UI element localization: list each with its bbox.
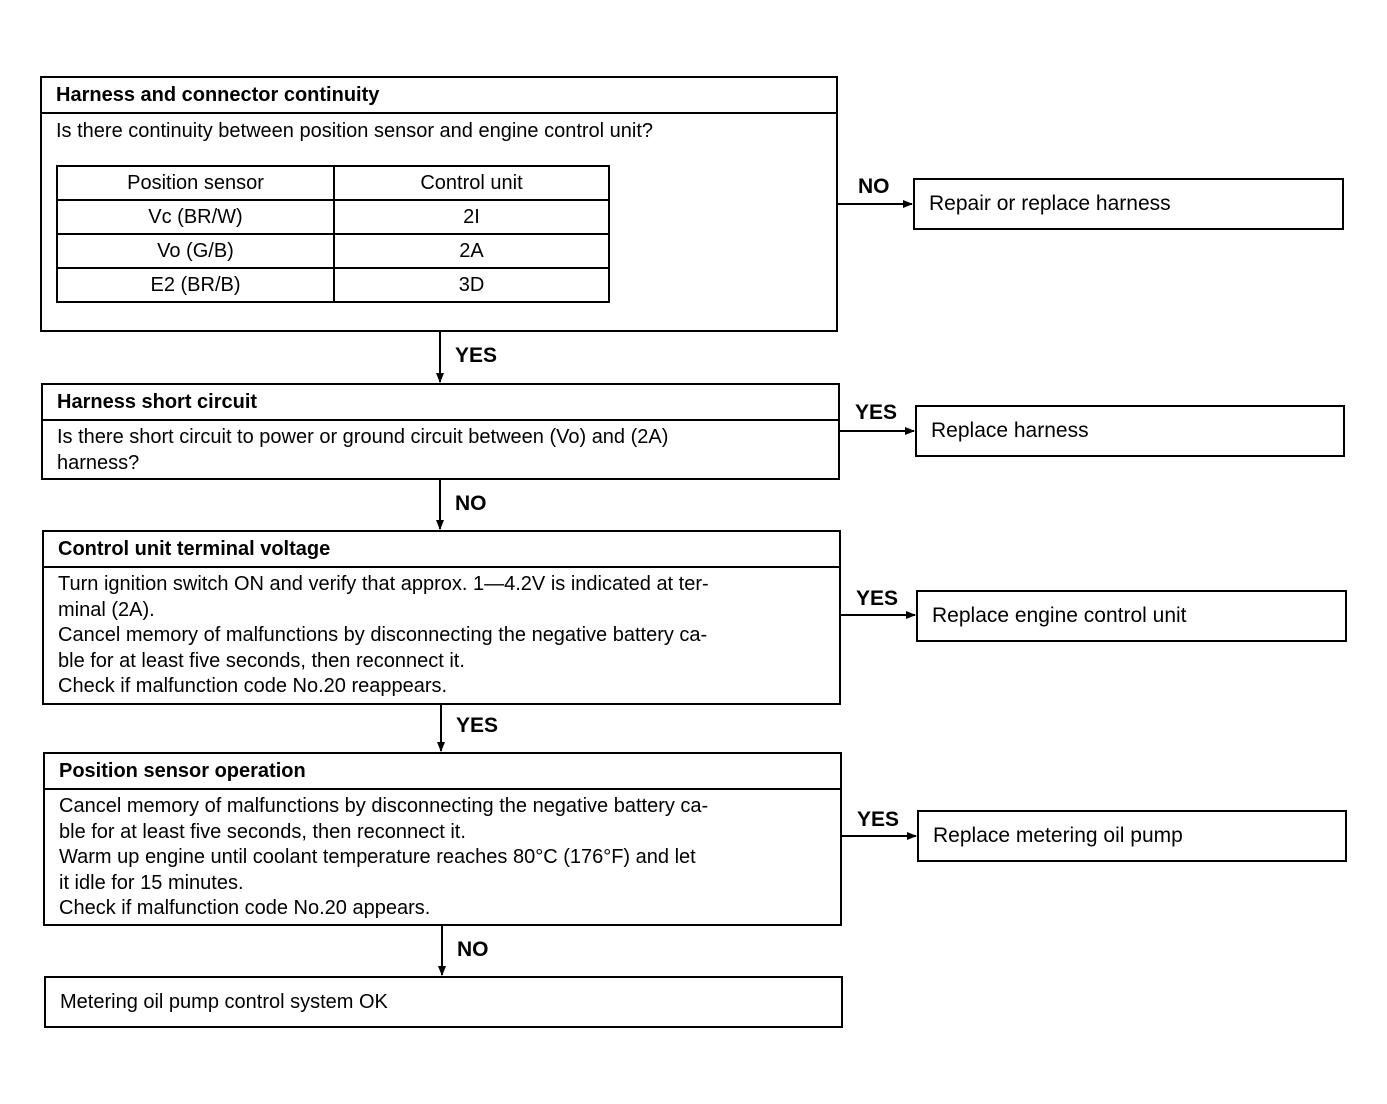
step-harness-short-circuit — [41, 383, 840, 480]
step-title: Harness short circuit — [43, 385, 838, 421]
branch-label-yes: YES — [855, 401, 898, 424]
step-line: Cancel memory of malfunctions by disconnecting the negative battery ca- — [59, 795, 709, 817]
table-header: Control unit — [334, 166, 609, 200]
step-question: Is there continuity between position sensor and engine control unit? — [56, 120, 654, 142]
step-line: it idle for 15 minutes. — [59, 871, 244, 894]
step-line: Cancel memory of malfunctions by disconnecting the negative battery ca- — [58, 624, 708, 646]
branch-label-no: NO — [858, 175, 890, 198]
step-position-sensor-operation — [43, 752, 842, 926]
step-title: Control unit terminal voltage — [44, 532, 839, 568]
step-line: harness? — [57, 451, 140, 474]
table-header: Position sensor — [57, 166, 334, 200]
step-line: ble for at least five seconds, then reconnect it. — [58, 649, 465, 672]
table-cell: 2A — [334, 234, 609, 268]
branch-label-no: NO — [455, 492, 487, 515]
table-row — [57, 234, 609, 268]
branch-label-no: NO — [457, 938, 489, 961]
table-cell: 3D — [334, 268, 609, 302]
final-ok-box: Metering oil pump control system OK — [44, 976, 843, 1028]
branch-label-yes: YES — [856, 587, 899, 610]
step-body — [43, 421, 838, 476]
table-cell: E2 (BR/B) — [57, 268, 334, 302]
step-line: Is there short circuit to power or ground circuit between (Vo) and (2A) — [57, 426, 669, 448]
result-replace-engine-control-unit: Replace engine control unit — [916, 590, 1347, 642]
step-title: Harness and connector continuity — [42, 78, 836, 114]
result-repair-replace-harness: Repair or replace harness — [913, 178, 1344, 230]
result-replace-harness: Replace harness — [915, 405, 1345, 457]
table-cell: Vo (G/B) — [57, 234, 334, 268]
step-line: minal (2A). — [58, 598, 155, 621]
step-line: Turn ignition switch ON and verify that approx. 1—4.2V is indicated at ter- — [58, 573, 709, 595]
table-row — [57, 200, 609, 234]
table-cell: Vc (BR/W) — [57, 200, 334, 234]
continuity-table — [56, 165, 610, 303]
table-row — [57, 268, 609, 302]
step-harness-continuity — [40, 76, 838, 332]
step-line: ble for at least five seconds, then reconnect it. — [59, 820, 466, 843]
table-cell: 2I — [334, 200, 609, 234]
branch-label-yes: YES — [456, 714, 499, 737]
step-body — [44, 568, 839, 700]
table-header-row — [57, 166, 609, 200]
branch-label-yes: YES — [857, 808, 900, 831]
step-control-unit-voltage — [42, 530, 841, 705]
step-line: Warm up engine until coolant temperature reaches 80°C (176°F) and let — [59, 846, 696, 868]
step-line: Check if malfunction code No.20 reappears. — [58, 675, 448, 697]
step-title: Position sensor operation — [45, 754, 840, 790]
result-replace-metering-oil-pump: Replace metering oil pump — [917, 810, 1347, 862]
branch-label-yes: YES — [455, 344, 498, 367]
step-line: Check if malfunction code No.20 appears. — [59, 897, 431, 919]
step-body — [45, 790, 840, 922]
